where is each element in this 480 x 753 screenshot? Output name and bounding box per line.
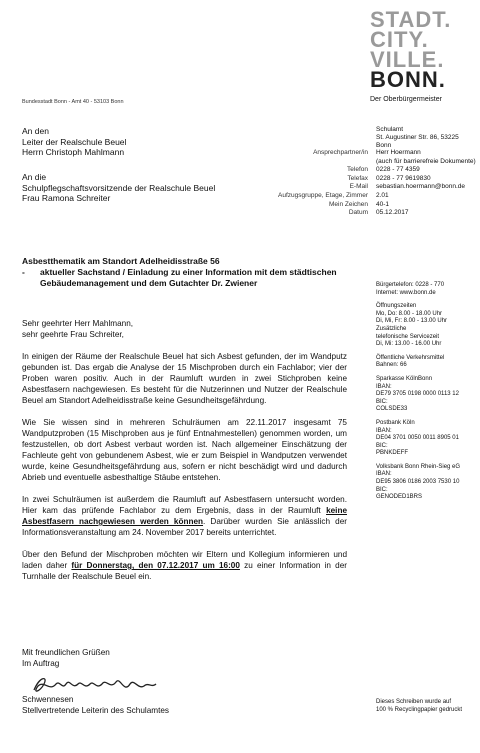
- closing-line: Mit freundlichen Grüßen: [22, 648, 110, 657]
- sidebar-line: Bürgertelefon: 0228 - 770: [376, 282, 445, 288]
- contact-label: Aufzugsgruppe, Etage, Zimmer: [278, 191, 368, 199]
- logo-line-2: CITY.: [370, 27, 429, 52]
- logo-line-1: STADT.: [370, 7, 452, 32]
- contact-row: [240, 183, 476, 192]
- contact-label: Telefax: [347, 174, 368, 182]
- sidebar-hours-group: [376, 303, 480, 349]
- subject-detail-row: [22, 267, 347, 289]
- recipient-2-line: Frau Ramona Schreiter: [22, 193, 111, 203]
- signer-title: Stellvertretende Leiterin des Schulamtes: [22, 705, 169, 715]
- sidebar-phone-group: [376, 282, 480, 297]
- recipient-address-2: [22, 172, 215, 204]
- recipient-2-line: An die: [22, 172, 47, 182]
- signer-name: Schwennesen: [22, 695, 74, 704]
- letter-body: [22, 318, 347, 593]
- paragraph-3: [22, 494, 347, 538]
- subject-dash: -: [22, 267, 25, 277]
- salutation: [22, 318, 347, 340]
- contact-row: [240, 158, 476, 167]
- contact-row: [240, 166, 476, 175]
- recipient-1-line: An den: [22, 126, 49, 136]
- salutation-line: Sehr geehrter Herr Mahlmann,: [22, 319, 134, 328]
- sidebar-line[interactable]: Internet: www.bonn.de: [376, 289, 436, 296]
- logo-line-4: BONN.: [370, 67, 446, 92]
- subject-title: Asbestthematik am Standort Adelheidisstraße 56: [22, 256, 220, 266]
- footer-line: Dieses Schreiben wurde auf: [376, 699, 452, 705]
- paragraph-4: [22, 549, 347, 582]
- recycling-note: [376, 699, 462, 714]
- contact-row: [240, 175, 476, 184]
- footer-line: 100 % Recyclingpapier gedruckt: [376, 706, 463, 713]
- sidebar-line: Di, Mi: 13.00 - 16.00 Uhr: [376, 341, 442, 348]
- contact-label: E-Mail: [349, 183, 368, 191]
- contact-value: Herr Hoermann: [376, 149, 421, 156]
- sidebar-info: [376, 282, 480, 508]
- sidebar-line: GENODED1BRS: [376, 494, 423, 501]
- sidebar-bank-1: [376, 376, 480, 414]
- recipient-1-line: Leiter der Realschule Beuel: [22, 136, 127, 147]
- sidebar-line: Zusätzliche: [376, 325, 407, 332]
- sidebar-line: PBNKDEFF: [376, 450, 409, 457]
- sidebar-line: telefonische Servicezeit: [376, 333, 440, 340]
- sidebar-line: Mo, Do: 8.00 - 18.00 Uhr: [376, 310, 443, 317]
- contact-row: [240, 209, 476, 218]
- sidebar-line: DE79 3705 0198 0000 0113 12: [376, 391, 459, 398]
- paragraph-3-emphasis: keine Asbestfasern nachgewiesen werden können: [22, 506, 347, 526]
- contact-label: [240, 158, 376, 167]
- sidebar-line: Bahnen: 66: [376, 362, 407, 369]
- contact-email[interactable]: sebastian.hoermann@bonn.de: [376, 183, 465, 191]
- sidebar-line: Sparkasse KölnBonn: [376, 375, 433, 382]
- sidebar-line: DE95 3806 0186 2003 7530 10: [376, 479, 460, 486]
- contact-label: Datum: [348, 209, 368, 217]
- office-name: Schulamt: [376, 126, 404, 133]
- sidebar-line: Öffnungszeiten: [376, 303, 417, 310]
- contact-value: 0228 - 77 9619830: [376, 174, 431, 182]
- sidebar-line: IBAN:: [376, 427, 392, 434]
- paragraph-1: In einigen der Räume der Realschule Beuel hat sich Asbest gefunden, der im Wandputz gebunden ist. Das ergab die Analyse der 15 Mischproben durch ein Fachlabor; vier der Proben waren positiv. Auch in der Raumluft wurden in zwei Stichproben keine Asbestfasern nachgewiesen. Es besteht für die Nutzerinnen und Nutzer der Realschule Beuel am Standort Adelheidisstraße keine Gesundheitsgefährdung.: [22, 352, 347, 405]
- closing-line: Im Auftrag: [22, 658, 60, 668]
- sidebar-line: Volksbank Bonn Rhein-Sieg eG: [376, 463, 461, 470]
- sidebar-line: BIC:: [376, 398, 388, 405]
- sidebar-line: Postbank Köln: [376, 419, 415, 426]
- contact-value: (auch für barrierefreie Dokumente): [376, 157, 476, 165]
- subject-line: [22, 256, 347, 289]
- paragraph-2: Wie Sie wissen sind in mehreren Schulräumen am 22.11.2017 insgesamt 75 Wandputzproben (15 Mischproben aus je fünf Entnahmestellen) genommen worden, um festzustellen, ob dort Asbest verbaut worden ist. Nach allgemeiner Einschätzung der Fachleute geht von gebundenem Asbest, wie er zum Beispiel in Wandputzen verwendet wurde, keine Gesundheitsgefährdung aus, sofern er nicht beschädigt wird und dadurch Abrieb und eventuelle asbesthaltige Stäube entstehen.: [22, 418, 347, 482]
- contact-block: [240, 149, 476, 218]
- office-city: Bonn: [376, 142, 392, 149]
- contact-row: [240, 149, 476, 158]
- contact-row: [240, 201, 476, 210]
- sidebar-line: BIC:: [376, 486, 388, 493]
- salutation-line: sehr geehrte Frau Schreiter,: [22, 330, 124, 339]
- recipient-1-line: Herrn Christoph Mahlmann: [22, 147, 125, 157]
- logo-subtitle: Der Oberbürgermeister: [370, 96, 442, 103]
- logo-line-3: VILLE.: [370, 47, 445, 72]
- office-street: St. Augustiner Str. 86, 53225: [376, 134, 459, 141]
- recipient-address-1: [22, 126, 126, 158]
- contact-value: 0228 - 77 4359: [376, 166, 420, 174]
- contact-value: 05.12.2017: [376, 209, 409, 217]
- sidebar-line: DE04 3701 0050 0011 8905 01: [376, 435, 459, 442]
- recipient-2-line: Schulpflegschaftsvorsitzende der Realschule Beuel: [22, 182, 216, 193]
- signer-block: [22, 695, 169, 716]
- sidebar-transit-group: [376, 355, 480, 370]
- contact-row: [240, 192, 476, 201]
- office-address: [376, 126, 459, 150]
- subject-detail: aktueller Sachstand / Einladung zu einer Information mit dem städtischen Gebäudemanagement und dem Gutachter Dr. Zwiener: [40, 267, 337, 288]
- sidebar-line: IBAN:: [376, 471, 392, 478]
- sidebar-line: IBAN:: [376, 383, 392, 390]
- sidebar-bank-3: [376, 464, 480, 502]
- sidebar-line: BIC:: [376, 442, 388, 449]
- contact-value: 2.01: [376, 191, 389, 199]
- sidebar-line: Di, Mi, Fr: 8.00 - 13.00 Uhr: [376, 318, 448, 325]
- sidebar-line: COLSDE33: [376, 406, 408, 413]
- sidebar-line: Öffentliche Verkehrsmittel: [376, 354, 445, 361]
- contact-value: 40-1: [376, 200, 390, 208]
- paragraph-3-text: In zwei Schulräumen ist außerdem die Raumluft auf Asbestfasern untersucht worden. Hier kam das prüfende Fachlabor zu dem Ergebnis, dass in der Raumluft: [22, 495, 347, 515]
- sidebar-bank-2: [376, 420, 480, 458]
- contact-label: Telefon: [347, 166, 368, 174]
- paragraph-4-text: Über den Befund der Mischproben möchten wir Eltern und Kollegium informieren und laden daher: [22, 550, 347, 570]
- sender-return-address: Bundesstadt Bonn - Amt 40 - 53103 Bonn: [22, 99, 124, 105]
- paragraph-4-text-end: zu einer Information in der Turnhalle der Realschule Beuel ein.: [22, 561, 348, 581]
- contact-label: Ansprechpartner/in: [313, 149, 368, 156]
- closing: [22, 648, 110, 669]
- contact-label: Mein Zeichen: [328, 200, 368, 208]
- paragraph-3-text-end: . Darüber wurden Sie anlässlich der Informationsveranstaltung am 24. November 2017 bereits unterrichtet.: [22, 517, 347, 537]
- city-logo: [370, 7, 470, 92]
- paragraph-4-emphasis: für Donnerstag, den 07.12.2017 um 16:00: [71, 561, 240, 570]
